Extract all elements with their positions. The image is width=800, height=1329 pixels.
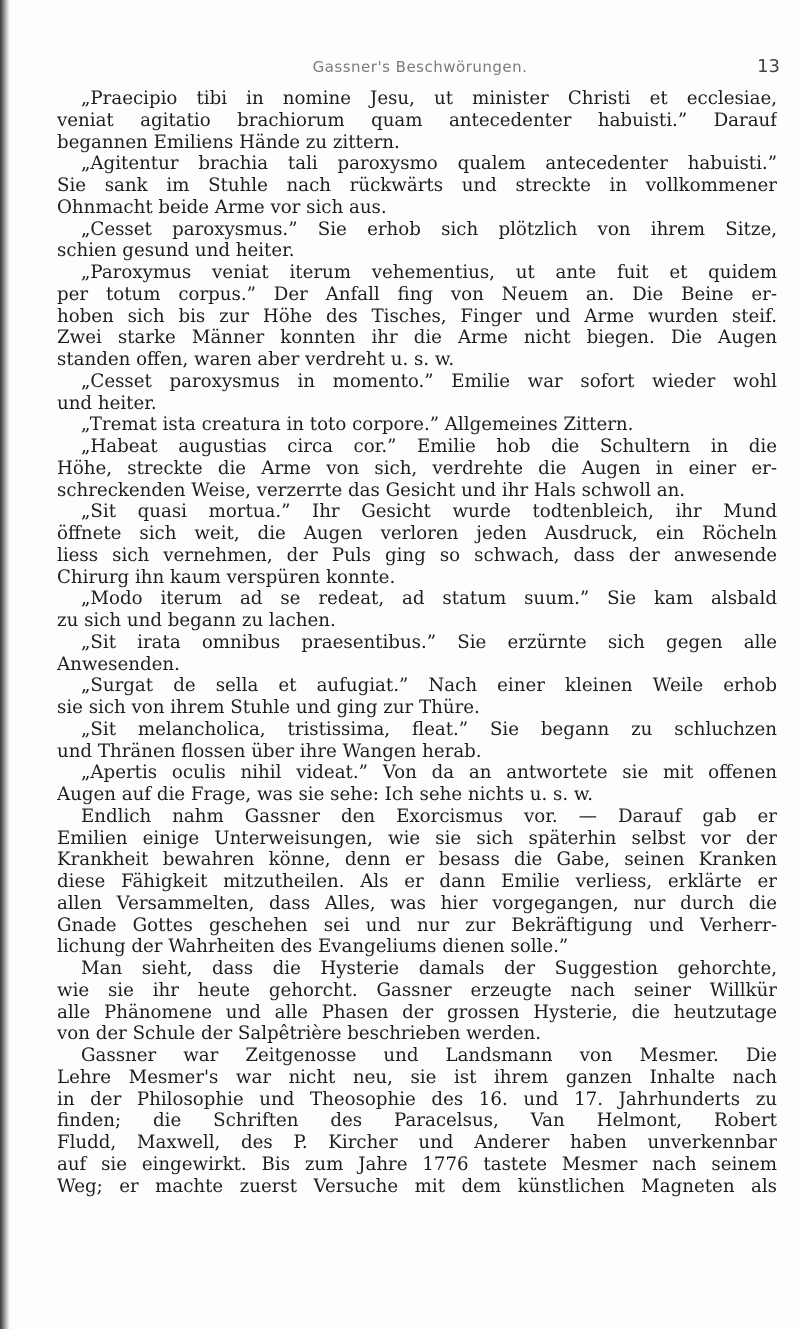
text-line: Augen auf die Frage, was sie sehe: Ich sehe nichts u. s. w. bbox=[57, 784, 594, 805]
text-line: Gassner war Zeitgenosse und Landsmann von Mesmer. Die bbox=[81, 1045, 777, 1066]
text-line: und Thränen flossen über ihre Wangen herab. bbox=[57, 740, 482, 762]
page-binding-edge bbox=[0, 0, 10, 1329]
text-line: Ohnmacht beide Arme vor sich aus. bbox=[57, 196, 387, 218]
text-line: Endlich nahm Gassner den Exorcismus vor. — Darauf gab er bbox=[81, 805, 777, 827]
text-line: lichung der Wahrheiten des Evangeliums dienen solle.” bbox=[57, 936, 569, 958]
text-line: Man sieht, dass die Hysterie damals der Suggestion gehorchte, bbox=[81, 958, 777, 979]
text-line: „Sit quasi mortua.” Ihr Gesicht wurde todtenbleich, ihr Mund bbox=[81, 501, 777, 523]
running-title: Gassner's Beschwörungen. bbox=[312, 58, 528, 76]
text-line: finden; die Schriften des Paracelsus, Van Helmont, Robert bbox=[57, 1110, 777, 1132]
text-line: „Cesset paroxysmus in momento.” Emilie war sofort wieder wohl bbox=[81, 370, 777, 392]
text-line: „Sit irata omnibus praesentibus.” Sie erzürnte sich gegen alle bbox=[81, 631, 777, 653]
text-line: Sie sank im Stuhle nach rückwärts und streckte in vollkommener bbox=[57, 175, 777, 196]
text-line: Höhe, streckte die Arme von sich, verdrehte die Augen in einer er- bbox=[57, 457, 777, 479]
text-line: und heiter. bbox=[57, 392, 157, 414]
page-number: 13 bbox=[757, 56, 780, 77]
text-line: auf sie eingewirkt. Bis zum Jahre 1776 tastete Mesmer nach seinem bbox=[57, 1153, 777, 1175]
text-line: schreckenden Weise, verzerrte das Gesicht und ihr Hals schwoll an. bbox=[57, 479, 686, 501]
text-line: Emilien einige Unterweisungen, wie sie sich späterhin selbst vor der bbox=[57, 827, 777, 849]
text-line: Weg; er machte zuerst Versuche mit dem künstlichen Magneten als bbox=[57, 1175, 777, 1197]
text-line: alle Phänomene und alle Phasen der grossen Hysterie, die heutzutage bbox=[57, 1001, 777, 1023]
text-line: diese Fähigkeit mitzutheilen. Als er dann Emilie verliess, erklärte er bbox=[57, 871, 777, 892]
text-line: „Habeat augustias circa cor.” Emilie hob die Schultern in die bbox=[81, 436, 777, 457]
text-line: „Surgat de sella et aufugiat.” Nach einer kleinen Weile erhob bbox=[81, 675, 777, 697]
text-line: wie sie ihr heute gehorcht. Gassner erzeugte nach seiner Willkür bbox=[57, 979, 777, 1001]
text-line: „Paroxymus veniat iterum vehementius, ut ante fuit et quidem bbox=[81, 262, 777, 283]
text-line: „Apertis oculis nihil videat.” Von da an antwortete sie mit offenen bbox=[81, 762, 777, 784]
text-line: begannen Emiliens Hände zu zittern. bbox=[57, 131, 400, 153]
text-line: „Cesset paroxysmus.” Sie erhob sich plötzlich von ihrem Sitze, bbox=[81, 218, 777, 240]
text-line: zu sich und begann zu lachen. bbox=[57, 610, 336, 631]
text-line: Krankheit bewahren könne, denn er besass die Gabe, seinen Kranken bbox=[57, 849, 777, 871]
text-line: sie sich von ihrem Stuhle und ging zur Thüre. bbox=[57, 697, 480, 718]
text-line: von der Schule der Salpêtrière beschrieben werden. bbox=[57, 1023, 542, 1045]
page-header bbox=[60, 58, 780, 84]
text-line: öffnete sich weit, die Augen verloren jeden Ausdruck, ein Röcheln bbox=[57, 523, 777, 544]
text-line: Fludd, Maxwell, des P. Kircher und Anderer haben unverkennbar bbox=[57, 1132, 777, 1153]
text-line: per totum corpus.” Der Anfall fing von Neuem an. Die Beine er- bbox=[57, 283, 777, 305]
text-line: veniat agitatio brachiorum quam antecedenter habuisti.” Darauf bbox=[57, 109, 777, 131]
text-line: schien gesund und heiter. bbox=[57, 240, 295, 262]
text-line: „Agitentur brachia tali paroxysmo qualem antecedenter habuisti.” bbox=[81, 153, 777, 175]
text-line: Zwei starke Männer konnten ihr die Arme nicht biegen. Die Augen bbox=[57, 327, 777, 349]
text-line: in der Philosophie und Theosophie des 16. und 17. Jahrhunderts zu bbox=[57, 1088, 777, 1110]
text-line: „Praecipio tibi in nomine Jesu, ut minister Christi et ecclesiae, bbox=[81, 88, 777, 109]
text-line: liess sich vernehmen, der Puls ging so schwach, dass der anwesende bbox=[57, 544, 777, 566]
text-line: allen Versammelten, dass Alles, was hier vorgegangen, nur durch die bbox=[57, 892, 777, 914]
text-line: Gnade Gottes geschehen sei und nur zur Bekräftigung und Verherr- bbox=[57, 914, 777, 936]
body-text bbox=[57, 88, 777, 1197]
text-line: Chirurg ihn kaum verspüren konnte. bbox=[57, 566, 396, 588]
text-line: „Sit melancholica, tristissima, fleat.” Sie begann zu schluchzen bbox=[81, 718, 777, 740]
text-line: standen offen, waren aber verdreht u. s. w. bbox=[57, 349, 455, 370]
text-line: Anwesenden. bbox=[57, 653, 180, 675]
text-line: „Tremat ista creatura in toto corpore.” Allgemeines Zittern. bbox=[81, 414, 634, 436]
text-line: Lehre Mesmer's war nicht neu, sie ist ihrem ganzen Inhalte nach bbox=[57, 1066, 777, 1088]
text-line: hoben sich bis zur Höhe des Tisches, Finger und Arme wurden steif. bbox=[57, 305, 777, 327]
text-line: „Modo iterum ad se redeat, ad statum suum.” Sie kam alsbald bbox=[81, 588, 777, 610]
